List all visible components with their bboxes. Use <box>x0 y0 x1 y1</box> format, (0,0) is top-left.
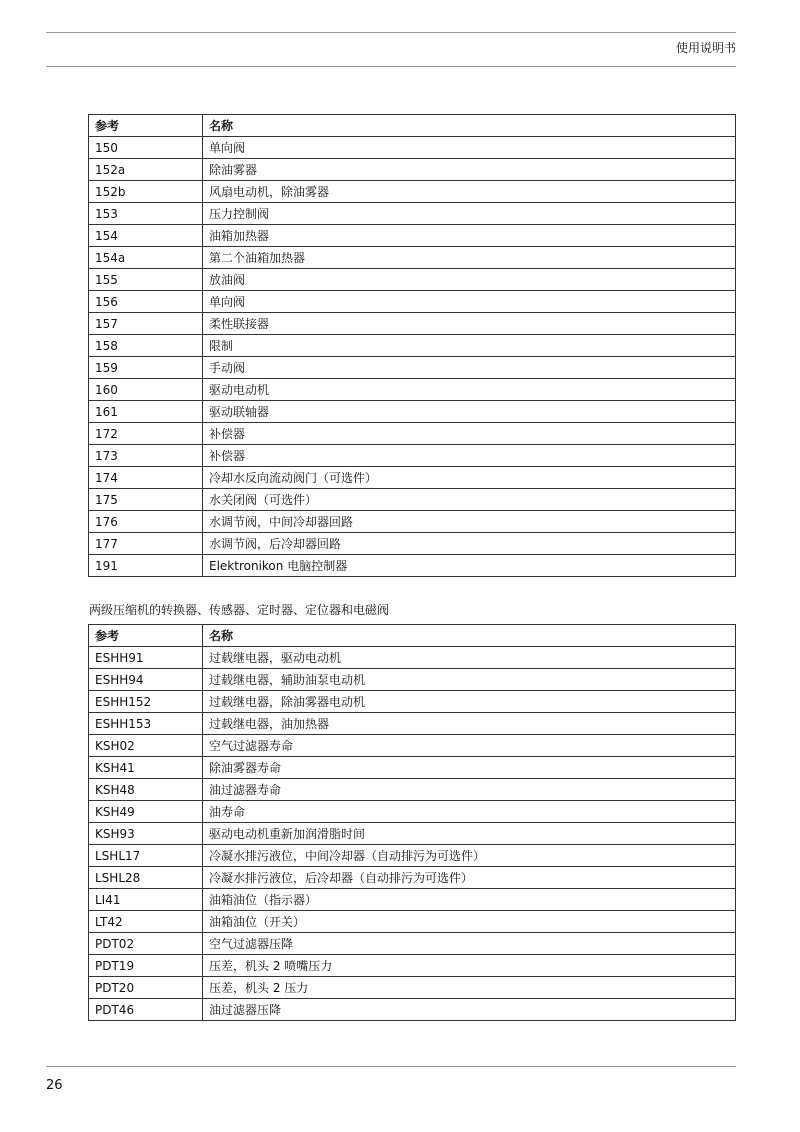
cell-name: 驱动电动机重新加润滑脂时间 <box>203 823 736 845</box>
cell-reference: 155 <box>89 269 203 291</box>
footer-rule <box>46 1066 736 1067</box>
table-row <box>89 867 736 889</box>
cell-name: 压力控制阀 <box>203 203 736 225</box>
table-row <box>89 669 736 691</box>
table-row <box>89 247 736 269</box>
table-row <box>89 713 736 735</box>
cell-reference: PDT19 <box>89 955 203 977</box>
column-header-name: 名称 <box>203 625 736 647</box>
cell-reference: 175 <box>89 489 203 511</box>
cell-name: 风扇电动机，除油雾器 <box>203 181 736 203</box>
column-header-reference: 参考 <box>89 625 203 647</box>
table-row <box>89 203 736 225</box>
cell-reference: LT42 <box>89 911 203 933</box>
cell-name: 空气过滤器寿命 <box>203 735 736 757</box>
table-row <box>89 801 736 823</box>
cell-reference: 173 <box>89 445 203 467</box>
cell-name: 油箱加热器 <box>203 225 736 247</box>
cell-reference: ESHH91 <box>89 647 203 669</box>
cell-name: 水关闭阀（可选件） <box>203 489 736 511</box>
cell-reference: PDT20 <box>89 977 203 999</box>
table-row <box>89 291 736 313</box>
table-row <box>89 735 736 757</box>
table-row <box>89 159 736 181</box>
table-row <box>89 423 736 445</box>
cell-reference: 150 <box>89 137 203 159</box>
column-header-reference: 参考 <box>89 115 203 137</box>
cell-name: 油寿命 <box>203 801 736 823</box>
header-bottom-rule <box>46 66 736 67</box>
cell-name: 压差，机头 2 喷嘴压力 <box>203 955 736 977</box>
cell-reference: 156 <box>89 291 203 313</box>
cell-name: 压差，机头 2 压力 <box>203 977 736 999</box>
cell-name: 水调节阀，后冷却器回路 <box>203 533 736 555</box>
table-row <box>89 933 736 955</box>
cell-reference: 191 <box>89 555 203 577</box>
cell-name: 油箱油位（指示器） <box>203 889 736 911</box>
table-row <box>89 313 736 335</box>
cell-reference: 152a <box>89 159 203 181</box>
table-row <box>89 511 736 533</box>
cell-reference: PDT46 <box>89 999 203 1021</box>
cell-name: 过载继电器，油加热器 <box>203 713 736 735</box>
table-row <box>89 379 736 401</box>
cell-name: 除油雾器寿命 <box>203 757 736 779</box>
cell-name: 放油阀 <box>203 269 736 291</box>
cell-name: 水调节阀，中间冷却器回路 <box>203 511 736 533</box>
cell-name: 手动阀 <box>203 357 736 379</box>
cell-reference: 159 <box>89 357 203 379</box>
cell-reference: KSH48 <box>89 779 203 801</box>
table-row <box>89 335 736 357</box>
cell-name: 油箱油位（开关） <box>203 911 736 933</box>
table-row <box>89 757 736 779</box>
cell-reference: 157 <box>89 313 203 335</box>
table-row <box>89 999 736 1021</box>
table-row <box>89 691 736 713</box>
cell-reference: 161 <box>89 401 203 423</box>
cell-name: 柔性联接器 <box>203 313 736 335</box>
cell-name: 过载继电器，除油雾器电动机 <box>203 691 736 713</box>
reference-table-sensors <box>88 624 736 1021</box>
table-header-row <box>89 115 736 137</box>
cell-reference: LSHL28 <box>89 867 203 889</box>
cell-reference: LSHL17 <box>89 845 203 867</box>
cell-reference: 153 <box>89 203 203 225</box>
cell-reference: 172 <box>89 423 203 445</box>
cell-name: 驱动联轴器 <box>203 401 736 423</box>
table-row <box>89 823 736 845</box>
cell-reference: 174 <box>89 467 203 489</box>
cell-name: Elektronikon 电脑控制器 <box>203 555 736 577</box>
cell-name: 冷却水反向流动阀门（可选件） <box>203 467 736 489</box>
cell-reference: 152b <box>89 181 203 203</box>
cell-name: 除油雾器 <box>203 159 736 181</box>
cell-name: 冷凝水排污液位，中间冷却器（自动排污为可选件） <box>203 845 736 867</box>
table-row <box>89 225 736 247</box>
cell-name: 补偿器 <box>203 423 736 445</box>
table-row <box>89 445 736 467</box>
cell-reference: ESHH153 <box>89 713 203 735</box>
table-row <box>89 955 736 977</box>
cell-reference: 176 <box>89 511 203 533</box>
cell-name: 驱动电动机 <box>203 379 736 401</box>
page-number: 26 <box>46 1078 63 1093</box>
cell-reference: 154a <box>89 247 203 269</box>
cell-reference: ESHH152 <box>89 691 203 713</box>
document-header-title: 使用说明书 <box>675 41 736 55</box>
cell-reference: KSH49 <box>89 801 203 823</box>
cell-reference: LI41 <box>89 889 203 911</box>
cell-name: 冷凝水排污液位，后冷却器（自动排污为可选件） <box>203 867 736 889</box>
table-row <box>89 977 736 999</box>
cell-reference: KSH02 <box>89 735 203 757</box>
cell-name: 第二个油箱加热器 <box>203 247 736 269</box>
header-top-rule <box>46 32 736 33</box>
cell-name: 过载继电器，驱动电动机 <box>203 647 736 669</box>
table-row <box>89 401 736 423</box>
table-header-row <box>89 625 736 647</box>
table-row <box>89 533 736 555</box>
cell-reference: 160 <box>89 379 203 401</box>
table-row <box>89 181 736 203</box>
cell-name: 单向阀 <box>203 137 736 159</box>
table-row <box>89 889 736 911</box>
cell-reference: KSH93 <box>89 823 203 845</box>
table-row <box>89 467 736 489</box>
cell-reference: 158 <box>89 335 203 357</box>
table-row <box>89 911 736 933</box>
table-row <box>89 137 736 159</box>
table-row <box>89 647 736 669</box>
table-row <box>89 357 736 379</box>
table-row <box>89 779 736 801</box>
cell-reference: 177 <box>89 533 203 555</box>
reference-table-components <box>88 114 736 577</box>
cell-name: 油过滤器寿命 <box>203 779 736 801</box>
cell-name: 过载继电器，辅助油泵电动机 <box>203 669 736 691</box>
cell-reference: KSH41 <box>89 757 203 779</box>
cell-name: 单向阀 <box>203 291 736 313</box>
cell-reference: ESHH94 <box>89 669 203 691</box>
cell-name: 油过滤器压降 <box>203 999 736 1021</box>
cell-reference: 154 <box>89 225 203 247</box>
table-row <box>89 845 736 867</box>
column-header-name: 名称 <box>203 115 736 137</box>
table-row <box>89 269 736 291</box>
table-row <box>89 489 736 511</box>
section-caption: 两级压缩机的转换器、传感器、定时器、定位器和电磁阀 <box>89 603 390 617</box>
cell-name: 空气过滤器压降 <box>203 933 736 955</box>
cell-reference: PDT02 <box>89 933 203 955</box>
table-row <box>89 555 736 577</box>
cell-name: 补偿器 <box>203 445 736 467</box>
cell-name: 限制 <box>203 335 736 357</box>
